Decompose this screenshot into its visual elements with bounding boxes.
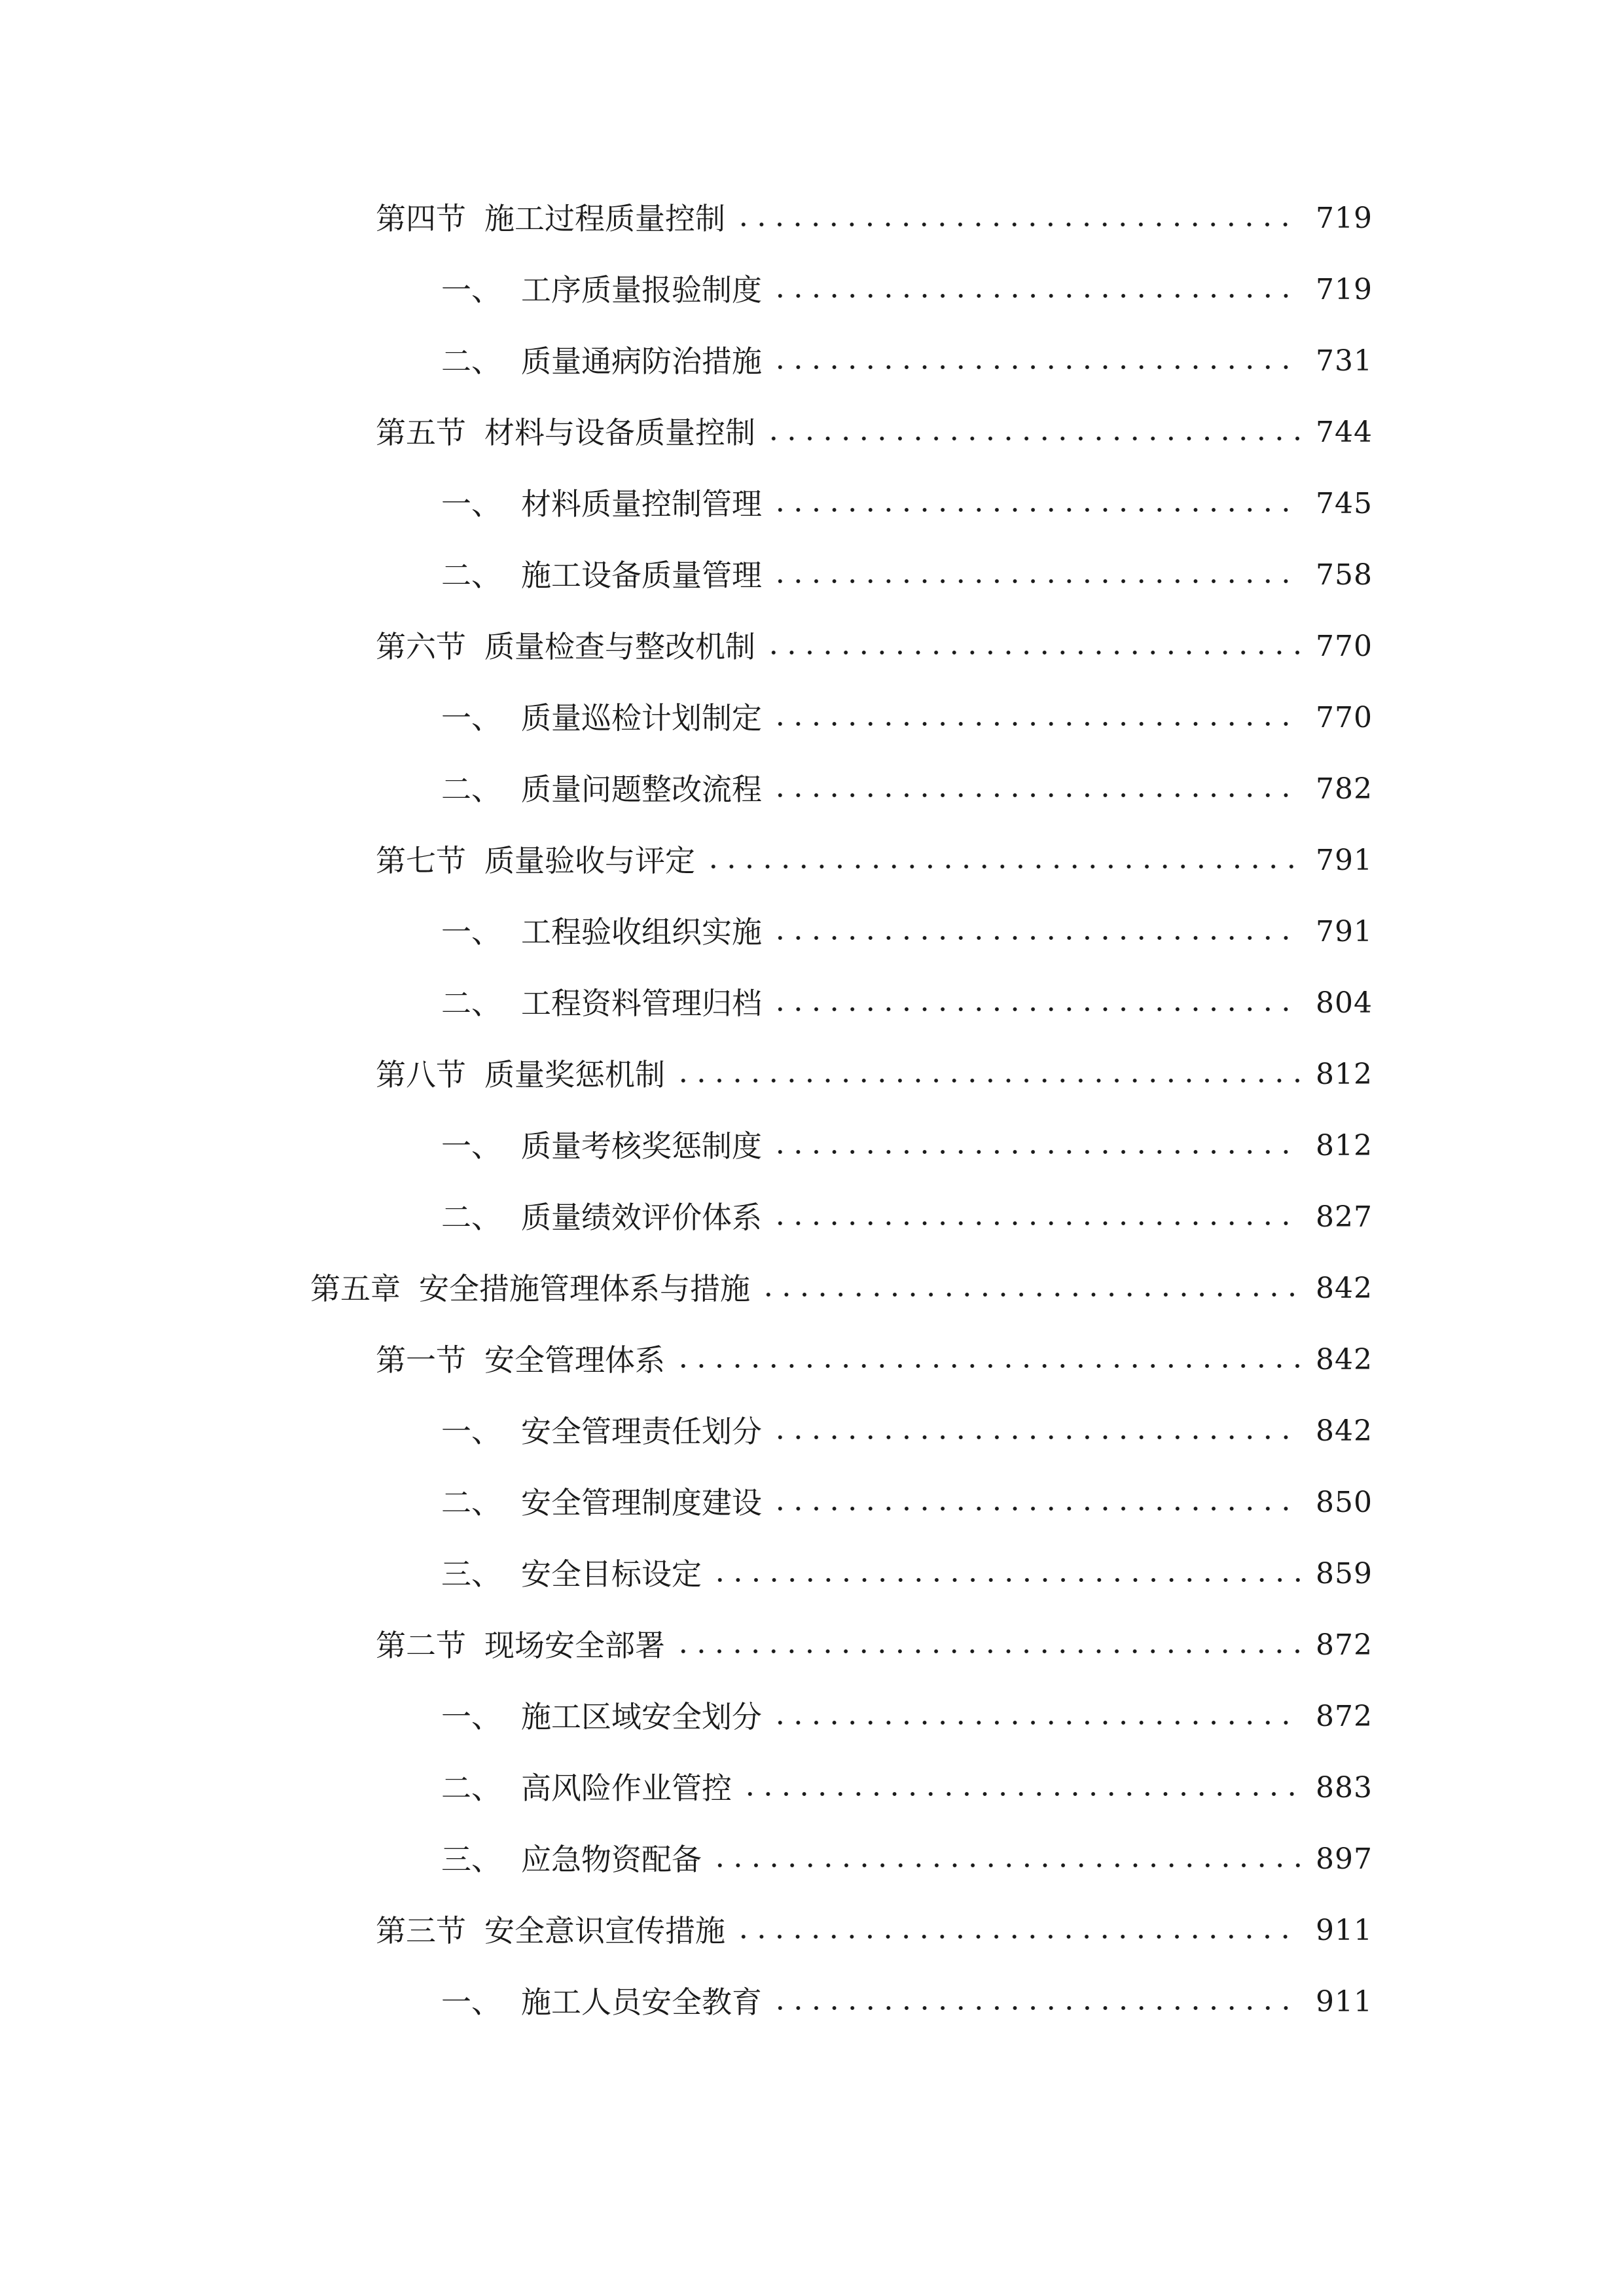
- toc-entry-item[interactable]: [441, 1833, 1373, 1886]
- toc-entry-prefix: 第八节: [376, 1057, 466, 1092]
- toc-entry-page-number: 745: [1316, 487, 1373, 520]
- toc-entry-prefix: 一、: [441, 272, 501, 308]
- toc-entry-item[interactable]: [441, 1762, 1373, 1814]
- toc-entry-title: 施工设备质量管理: [521, 558, 762, 593]
- toc-entry-title: 质量检查与整改机制: [484, 629, 755, 664]
- toc-entry-page-number: 791: [1316, 844, 1373, 877]
- toc-entry-section-1[interactable]: [376, 1334, 1373, 1386]
- toc-entry-title: 安全措施管理体系与措施: [419, 1271, 750, 1306]
- toc-entry-page-number: 719: [1316, 273, 1373, 306]
- toc-entry-title: 材料质量控制管理: [521, 486, 762, 522]
- toc-entry-page-number: 872: [1316, 1700, 1373, 1733]
- toc-entry-title: 工程资料管理归档: [521, 986, 762, 1021]
- dot-leader: [771, 1005, 1300, 1013]
- toc-entry-section-3[interactable]: [376, 1905, 1373, 1957]
- dot-leader: [741, 1790, 1300, 1798]
- toc-entry-chapter-5[interactable]: [310, 1263, 1373, 1315]
- toc-entry-prefix: 三、: [441, 1842, 501, 1877]
- dot-leader: [711, 1861, 1300, 1869]
- toc-entry-page-number: 770: [1316, 701, 1373, 734]
- toc-entry-prefix: 二、: [441, 558, 501, 593]
- toc-entry-prefix: 二、: [441, 1770, 501, 1806]
- toc-entry-item[interactable]: [441, 478, 1373, 530]
- toc-entry-prefix: 第六节: [376, 629, 466, 664]
- toc-entry-title: 现场安全部署: [484, 1628, 665, 1663]
- toc-entry-page-number: 872: [1316, 1628, 1373, 1662]
- dot-leader: [771, 1505, 1300, 1513]
- toc-entry-prefix: 一、: [441, 1128, 501, 1164]
- toc-entry-page-number: 842: [1316, 1414, 1373, 1448]
- toc-entry-item[interactable]: [441, 1976, 1373, 2028]
- toc-entry-title: 工序质量报验制度: [521, 272, 762, 308]
- toc-entry-page-number: 804: [1316, 986, 1373, 1020]
- toc-entry-prefix: 一、: [441, 914, 501, 950]
- dot-leader: [771, 1219, 1300, 1227]
- dot-leader: [771, 1148, 1300, 1156]
- toc-entry-page-number: 859: [1316, 1557, 1373, 1590]
- toc-entry-prefix: 第三节: [376, 1913, 466, 1948]
- toc-entry-title: 安全目标设定: [521, 1556, 702, 1592]
- dot-leader: [771, 791, 1300, 799]
- toc-entry-page-number: 758: [1316, 558, 1373, 592]
- toc-entry-page-number: 812: [1316, 1058, 1373, 1091]
- dot-leader: [771, 577, 1300, 585]
- toc-entry-title: 质量通病防治措施: [521, 344, 762, 379]
- toc-entry-prefix: 二、: [441, 986, 501, 1021]
- toc-entry-title: 质量考核奖惩制度: [521, 1128, 762, 1164]
- dot-leader: [771, 2004, 1300, 2012]
- toc-entry-item[interactable]: [441, 1691, 1373, 1743]
- toc-entry-section-6[interactable]: [376, 620, 1373, 673]
- toc-entry-prefix: 三、: [441, 1556, 501, 1592]
- toc-entry-title: 安全管理制度建设: [521, 1485, 762, 1520]
- toc-entry-item[interactable]: [441, 264, 1373, 316]
- toc-entry-section-5[interactable]: [376, 406, 1373, 459]
- toc-entry-title: 质量绩效评价体系: [521, 1200, 762, 1235]
- toc-entry-item[interactable]: [441, 335, 1373, 387]
- toc-entry-title: 质量问题整改流程: [521, 772, 762, 807]
- toc-entry-page-number: 842: [1316, 1343, 1373, 1376]
- dot-leader: [674, 1077, 1300, 1085]
- toc-entry-title: 质量验收与评定: [484, 843, 695, 878]
- toc-entry-title: 施工人员安全教育: [521, 1984, 762, 2020]
- toc-entry-title: 安全管理责任划分: [521, 1414, 762, 1449]
- toc-entry-page-number: 744: [1316, 416, 1373, 449]
- dot-leader: [771, 363, 1300, 371]
- toc-entry-title: 安全意识宣传措施: [484, 1913, 725, 1948]
- toc-entry-prefix: 二、: [441, 344, 501, 379]
- toc-entry-page-number: 791: [1316, 915, 1373, 948]
- toc-entry-prefix: 一、: [441, 1984, 501, 2020]
- toc-entry-item[interactable]: [441, 1191, 1373, 1244]
- toc-entry-section-4[interactable]: [376, 192, 1373, 245]
- toc-entry-item[interactable]: [441, 1120, 1373, 1172]
- toc-entry-prefix: 第五章: [310, 1271, 401, 1306]
- toc-entry-section-7[interactable]: [376, 834, 1373, 887]
- toc-entry-item[interactable]: [441, 549, 1373, 601]
- toc-entry-page-number: 731: [1316, 344, 1373, 378]
- toc-entry-page-number: 897: [1316, 1842, 1373, 1876]
- toc-entry-title: 施工区域安全划分: [521, 1699, 762, 1734]
- toc-entry-page-number: 782: [1316, 772, 1373, 806]
- toc-entry-prefix: 第一节: [376, 1342, 466, 1378]
- dot-leader: [771, 292, 1300, 300]
- dot-leader: [674, 1647, 1300, 1655]
- toc-entry-page-number: 842: [1316, 1272, 1373, 1305]
- toc-entry-page-number: 911: [1316, 1985, 1373, 2018]
- dot-leader: [765, 649, 1300, 656]
- toc-entry-page-number: 812: [1316, 1129, 1373, 1162]
- toc-entry-page-number: 850: [1316, 1486, 1373, 1519]
- toc-entry-page-number: 883: [1316, 1771, 1373, 1804]
- dot-leader: [771, 720, 1300, 728]
- dot-leader: [759, 1291, 1300, 1299]
- dot-leader: [674, 1362, 1300, 1370]
- toc-entry-item[interactable]: [441, 977, 1373, 1030]
- toc-entry-page-number: 827: [1316, 1200, 1373, 1234]
- toc-entry-item[interactable]: [441, 906, 1373, 958]
- toc-entry-page-number: 770: [1316, 630, 1373, 663]
- dot-leader: [771, 1719, 1300, 1727]
- toc-entry-prefix: 第五节: [376, 415, 466, 450]
- dot-leader: [771, 506, 1300, 514]
- toc-entry-section-8[interactable]: [376, 1049, 1373, 1101]
- toc-entry-prefix: 一、: [441, 1414, 501, 1449]
- toc-entry-prefix: 第二节: [376, 1628, 466, 1663]
- dot-leader: [711, 1576, 1300, 1584]
- toc-entry-title: 应急物资配备: [521, 1842, 702, 1877]
- toc-entry-prefix: 一、: [441, 700, 501, 736]
- dot-leader: [704, 863, 1300, 870]
- dot-leader: [734, 221, 1300, 228]
- toc-entry-title: 施工过程质量控制: [484, 201, 725, 236]
- toc-entry-item[interactable]: [441, 763, 1373, 816]
- toc-entry-title: 安全管理体系: [484, 1342, 665, 1378]
- toc-entry-prefix: 第四节: [376, 201, 466, 236]
- dot-leader: [771, 934, 1300, 942]
- toc-entry-item[interactable]: [441, 692, 1373, 744]
- toc-entry-prefix: 二、: [441, 772, 501, 807]
- toc-entry-title: 材料与设备质量控制: [484, 415, 755, 450]
- toc-entry-prefix: 二、: [441, 1200, 501, 1235]
- toc-entry-title: 工程验收组织实施: [521, 914, 762, 950]
- toc-entry-title: 质量巡检计划制定: [521, 700, 762, 736]
- dot-leader: [734, 1933, 1300, 1941]
- dot-leader: [765, 435, 1300, 442]
- toc-entry-title: 高风险作业管控: [521, 1770, 732, 1806]
- toc-entry-page-number: 719: [1316, 202, 1373, 235]
- toc-entry-item[interactable]: [441, 1405, 1373, 1458]
- toc-entry-prefix: 二、: [441, 1485, 501, 1520]
- toc-entry-title: 质量奖惩机制: [484, 1057, 665, 1092]
- toc-entry-prefix: 第七节: [376, 843, 466, 878]
- toc-entry-section-2[interactable]: [376, 1619, 1373, 1672]
- toc-entry-item[interactable]: [441, 1548, 1373, 1600]
- toc-entry-item[interactable]: [441, 1477, 1373, 1529]
- toc-entry-prefix: 一、: [441, 1699, 501, 1734]
- toc-entry-page-number: 911: [1316, 1914, 1373, 1947]
- toc-entry-prefix: 一、: [441, 486, 501, 522]
- dot-leader: [771, 1433, 1300, 1441]
